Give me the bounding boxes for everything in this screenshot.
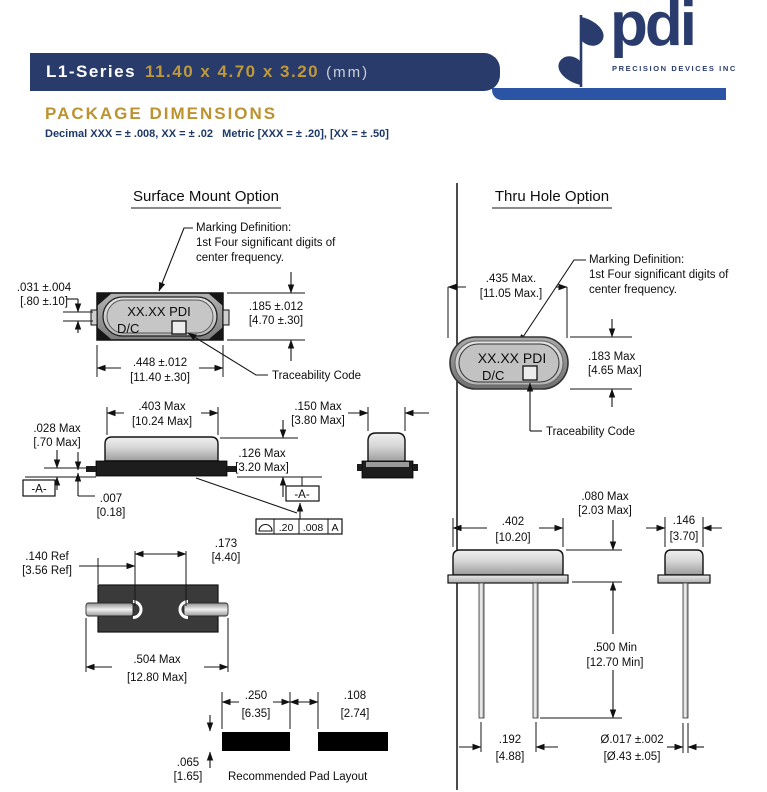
svg-text:[4.65 Max]: [4.65 Max] bbox=[588, 365, 642, 377]
sm-marking-note bbox=[159, 222, 336, 291]
svg-text:[10.24 Max]: [10.24 Max] bbox=[131, 416, 193, 428]
svg-text:.028 Max: .028 Max bbox=[33, 423, 81, 435]
svg-text:.031 ±.004: .031 ±.004 bbox=[16, 282, 72, 294]
tolerance-note: Decimal XXX = ± .008, XX = ± .02 Metric [XXX = ± .20], [XX = ± .50] bbox=[45, 128, 389, 140]
svg-text:.008: .008 bbox=[302, 522, 324, 534]
th-marking-note-line3: center frequency. bbox=[589, 284, 678, 296]
svg-text:.500 Min: .500 Min bbox=[592, 642, 638, 654]
series-name: L1-Series bbox=[46, 62, 137, 81]
sm-dim-body-width bbox=[227, 272, 305, 361]
th-package-marking-line2: D/C bbox=[482, 368, 505, 383]
svg-text:[0.18]: [0.18] bbox=[96, 507, 126, 519]
sm-lead-tab-right bbox=[223, 310, 229, 325]
th-marking-note-line2: 1st Four significant digits of bbox=[589, 269, 729, 281]
svg-text:Traceability Code: Traceability Code bbox=[272, 370, 362, 382]
svg-text:.065: .065 bbox=[176, 757, 200, 769]
svg-text:[1.65]: [1.65] bbox=[173, 771, 203, 783]
sm-dim-lead-thickness bbox=[17, 282, 93, 333]
svg-text:.403 Max: .403 Max bbox=[138, 401, 186, 413]
thru-hole-section bbox=[448, 188, 729, 763]
svg-text:.185 ±.012: .185 ±.012 bbox=[248, 301, 304, 313]
sm-datum-right: -A- bbox=[294, 489, 310, 501]
th-top-view bbox=[450, 337, 568, 389]
sm-marking-note-line2: 1st Four significant digits of bbox=[196, 237, 336, 249]
svg-text:[6.35]: [6.35] bbox=[241, 708, 271, 720]
surface-mount-title: Surface Mount Option bbox=[133, 188, 279, 205]
svg-text:A: A bbox=[331, 522, 339, 534]
sm-marking-note-line1: Marking Definition: bbox=[196, 222, 292, 234]
svg-text:[11.05 Max.]: [11.05 Max.] bbox=[479, 288, 543, 300]
svg-text:.007: .007 bbox=[99, 493, 123, 505]
svg-text:[3.80 Max]: [3.80 Max] bbox=[291, 415, 345, 427]
th-traceability-square bbox=[523, 366, 537, 380]
svg-text:[11.40 ±.30]: [11.40 ±.30] bbox=[130, 372, 190, 384]
svg-text:.402: .402 bbox=[501, 516, 525, 528]
th-front-view bbox=[448, 491, 643, 763]
svg-text:.435 Max.: .435 Max. bbox=[485, 273, 537, 285]
svg-text:.150 Max: .150 Max bbox=[294, 401, 342, 413]
svg-text:.108: .108 bbox=[343, 690, 367, 702]
sm-package-marking-line1: XX.XX PDI bbox=[127, 304, 191, 319]
series-unit: (mm) bbox=[326, 63, 370, 81]
sm-package-marking-line2: D/C bbox=[117, 321, 140, 336]
th-marking-note bbox=[519, 254, 729, 343]
svg-text:[10.20]: [10.20] bbox=[495, 532, 531, 544]
th-package-marking-line1: XX.XX PDI bbox=[477, 350, 547, 366]
svg-text:[2.74]: [2.74] bbox=[340, 708, 370, 720]
svg-text:.20: .20 bbox=[278, 522, 294, 534]
sm-marking-note-line3: center frequency. bbox=[196, 252, 285, 264]
svg-text:[4.70 ±.30]: [4.70 ±.30] bbox=[248, 315, 304, 327]
svg-text:[12.70 Min]: [12.70 Min] bbox=[586, 657, 644, 669]
sm-datum-left: -A- bbox=[31, 483, 47, 496]
svg-text:.250: .250 bbox=[244, 690, 268, 702]
sm-flatness-callout bbox=[196, 478, 342, 534]
svg-text:.173: .173 bbox=[214, 538, 238, 550]
thru-hole-title: Thru Hole Option bbox=[494, 188, 610, 205]
svg-text:[12.80 Max]: [12.80 Max] bbox=[126, 672, 188, 684]
svg-text:[.70 Max]: [.70 Max] bbox=[33, 437, 81, 449]
svg-text:.183 Max: .183 Max bbox=[588, 351, 636, 363]
surface-mount-section bbox=[17, 188, 429, 783]
sm-end-view bbox=[291, 401, 429, 478]
svg-text:.146: .146 bbox=[672, 515, 696, 527]
logo-wordmark: pdi bbox=[610, 0, 694, 59]
pad-layout-label: Recommended Pad Layout bbox=[228, 771, 368, 783]
th-traceability bbox=[530, 383, 635, 438]
th-marking-note-line1: Marking Definition: bbox=[589, 254, 685, 266]
svg-text:Ø.017 ±.002: Ø.017 ±.002 bbox=[600, 734, 664, 746]
page-heading: PACKAGE DIMENSIONS bbox=[45, 104, 278, 123]
sm-top-view bbox=[91, 293, 229, 340]
svg-text:[Ø.43 ±.05]: [Ø.43 ±.05] bbox=[603, 751, 661, 763]
sm-traceability-square bbox=[172, 321, 186, 334]
svg-text:[3.20 Max]: [3.20 Max] bbox=[235, 462, 289, 474]
sm-dim-body-length bbox=[97, 345, 223, 384]
pad-right bbox=[318, 732, 388, 751]
logo-tagline: PRECISION DEVICES INC bbox=[612, 64, 737, 73]
svg-text:[2.03 Max]: [2.03 Max] bbox=[578, 505, 632, 517]
svg-text:.448 ±.012: .448 ±.012 bbox=[132, 357, 188, 369]
svg-text:[4.88]: [4.88] bbox=[495, 751, 525, 763]
svg-text:.080 Max: .080 Max bbox=[581, 491, 629, 503]
th-side-view bbox=[600, 515, 722, 763]
th-dim-length bbox=[448, 273, 567, 338]
th-dim-width bbox=[570, 319, 642, 407]
svg-text:.504 Max: .504 Max bbox=[133, 654, 181, 666]
svg-text:.126 Max: .126 Max bbox=[238, 448, 286, 460]
series-dimensions: 11.40 x 4.70 x 3.20 bbox=[145, 62, 320, 81]
pad-left bbox=[222, 732, 290, 751]
svg-text:[.80 ±.10]: [.80 ±.10] bbox=[20, 296, 68, 308]
sm-bottom-view bbox=[22, 538, 240, 684]
svg-text:.140 Ref: .140 Ref bbox=[25, 551, 69, 563]
svg-text:.192: .192 bbox=[498, 734, 522, 746]
svg-text:[3.70]: [3.70] bbox=[669, 531, 699, 543]
sm-pad-layout bbox=[174, 690, 388, 783]
svg-text:Traceability Code: Traceability Code bbox=[546, 426, 636, 438]
svg-text:[4.40]: [4.40] bbox=[211, 552, 241, 564]
svg-text:[3.56 Ref]: [3.56 Ref] bbox=[22, 565, 72, 577]
